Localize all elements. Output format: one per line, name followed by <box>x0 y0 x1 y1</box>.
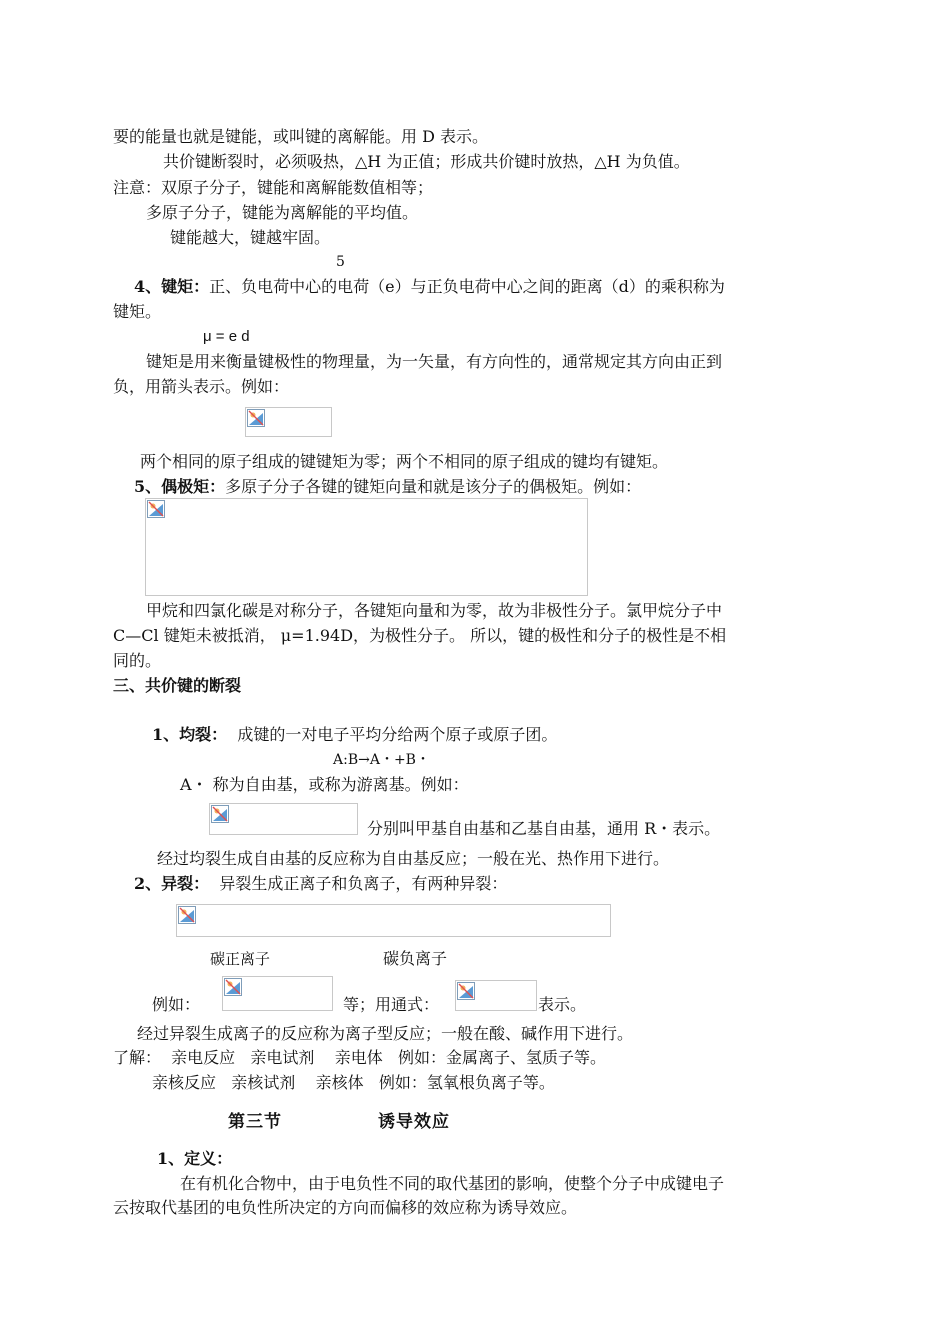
text-line: 了解： 亲电反应 亲电试剂 亲电体 例如：金属离子、氢质子等。 <box>113 1048 607 1067</box>
radical-image <box>209 803 358 835</box>
homolysis-equation: A:B→A・+B・ <box>333 752 430 768</box>
page-number: 5 <box>336 254 345 270</box>
text-line: 亲核反应 亲核试剂 亲核体 例如：氢氧根负离子等。 <box>152 1073 555 1092</box>
section-title: 诱导效应 <box>378 1112 450 1132</box>
text-line: 在有机化合物中，由于电负性不同的取代基团的影响，使整个分子中成键电子 <box>180 1174 725 1193</box>
section-4-heading: 4、键矩： <box>134 277 210 296</box>
section-4 <box>134 277 725 297</box>
section-5 <box>134 477 641 497</box>
carbanion-label: 碳负离子 <box>383 949 448 968</box>
text-line: 经过异裂生成离子的反应称为离子型反应；一般在酸、碱作用下进行。 <box>137 1024 634 1043</box>
heterolysis-line <box>134 874 507 894</box>
heterolysis-heading: 2、异裂： <box>134 874 210 893</box>
section-5-heading: 5、偶极矩： <box>134 477 226 496</box>
text-line: 云按取代基团的电负性所决定的方向而偏移的效应称为诱导效应。 <box>113 1198 578 1217</box>
homolysis-heading: 1、均裂： <box>152 725 228 744</box>
bond-moment-image <box>245 407 332 437</box>
text-line: 负，用箭头表示。例如： <box>113 377 290 396</box>
broken-image-icon <box>457 982 475 1000</box>
section-heading: 三、共价键的断裂 <box>113 676 242 695</box>
broken-image-icon <box>224 978 242 996</box>
example-label: 例如： <box>152 995 201 1014</box>
text-line: A・ 称为自由基，或称为游离基。例如： <box>180 775 469 794</box>
text-line: 键矩是用来衡量键极性的物理量，为一矢量，有方向性的，通常规定其方向由正到 <box>146 352 723 371</box>
text-line: 分别叫甲基自由基和乙基自由基，通用 R・表示。 <box>367 819 721 838</box>
heterolysis-text: 异裂生成正离子和负离子，有两种异裂： <box>219 874 508 893</box>
section-4-text: 正、负电荷中心的电荷（e）与正负电荷中心之间的距离（d）的乘积称为 <box>209 277 725 296</box>
text-line: 经过均裂生成自由基的反应称为自由基反应；一般在光、热作用下进行。 <box>157 849 670 868</box>
broken-image-icon <box>147 500 165 518</box>
text-line: 两个相同的原子组成的键键矩为零；两个不相同的原子组成的键均有键矩。 <box>140 452 669 471</box>
text-line: 甲烷和四氯化碳是对称分子，各键矩向量和为零，故为非极性分子。氯甲烷分子中 <box>146 601 723 620</box>
text-line: 多原子分子，键能为离解能的平均值。 <box>146 203 419 222</box>
ion-example-image <box>222 976 333 1011</box>
text-line: 键能越大，键越牢固。 <box>170 228 331 247</box>
broken-image-icon <box>247 409 265 427</box>
heterolysis-image <box>176 904 611 937</box>
text-line: 共价键断裂时，必须吸热，△H 为正值；形成共价键时放热，△H 为负值。 <box>163 152 690 171</box>
formula: μ = e d <box>203 328 250 345</box>
text-line: 表示。 <box>538 995 587 1014</box>
homolysis-line <box>152 725 557 745</box>
broken-image-icon <box>178 906 196 924</box>
section-title-number: 第三节 <box>228 1112 282 1132</box>
dipole-moment-image <box>145 498 588 596</box>
text-line: 要的能量也就是键能，或叫键的离解能。用 D 表示。 <box>113 127 489 146</box>
definition-heading: 1、定义： <box>157 1149 233 1168</box>
text-line: 键矩。 <box>113 302 162 321</box>
broken-image-icon <box>211 805 229 823</box>
text-line: 等；用通式： <box>343 995 440 1014</box>
homolysis-text: 成键的一对电子平均分给两个原子或原子团。 <box>237 725 558 744</box>
carbocation-label: 碳正离子 <box>210 950 271 968</box>
text-line: 注意：双原子分子，键能和离解能数值相等； <box>113 178 434 197</box>
section-5-text: 多原子分子各键的键矩向量和就是该分子的偶极矩。例如： <box>225 477 642 496</box>
general-formula-image <box>455 980 537 1011</box>
text-line: C—Cl 键矩未被抵消， μ=1.94D，为极性分子。 所以，键的极性和分子的极性是不相 <box>113 626 727 645</box>
text-line: 同的。 <box>113 651 162 670</box>
